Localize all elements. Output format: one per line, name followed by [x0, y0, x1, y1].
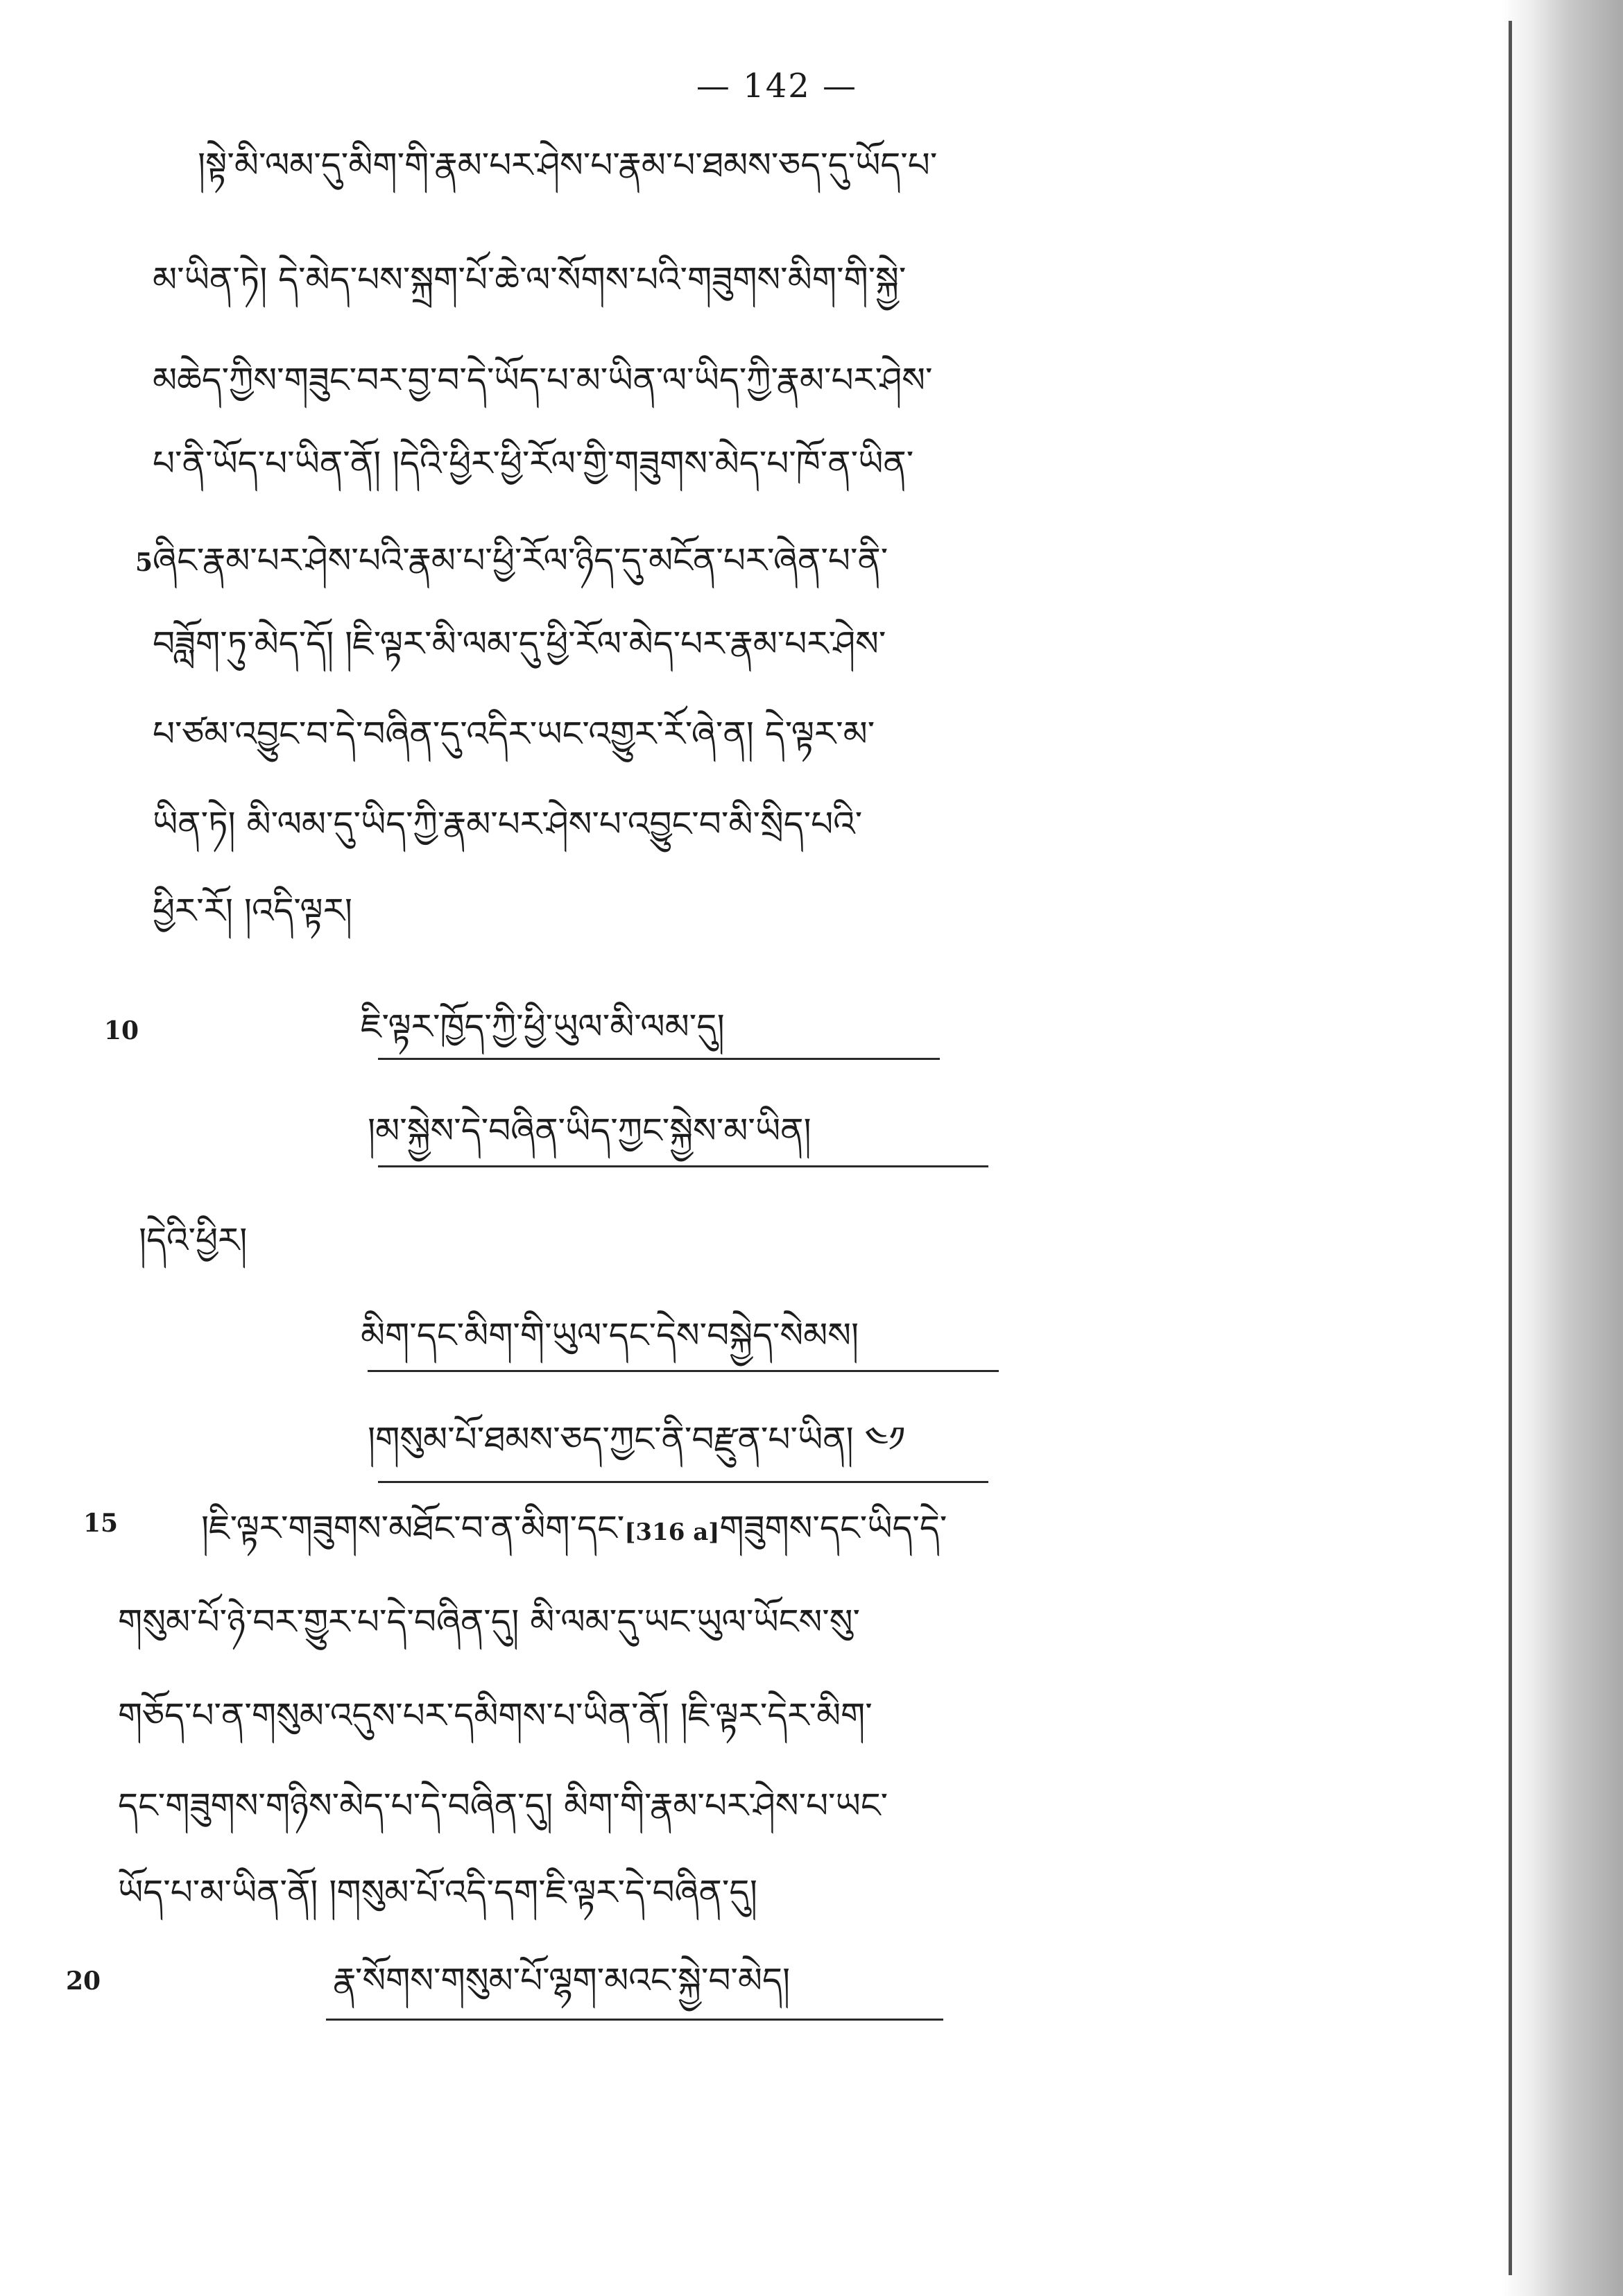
text-line: པ་ཙམ་འབྱུང་བ་དེ་བཞིན་དུ་འདིར་ཡང་འགྱུར་རོ་ཞེ་ན། དེ་ལྟར་མ་: [153, 714, 875, 754]
verse-line: མིག་དང་མིག་གི་ཡུལ་དང་དེས་བསྐྱེད་སེམས།: [361, 1315, 859, 1355]
text-run: གཟུགས་དང་ཡིད་དེ་: [719, 1508, 947, 1548]
verse-number: ༤༡: [864, 1419, 906, 1459]
text-line: དང་གཟུགས་གཉིས་མེད་པ་དེ་བཞིན་དུ། མིག་གི་རྣམ་པར་ཤེས་པ་ཡང་: [118, 1785, 888, 1826]
text-line: ཡིན་ཏེ། མི་ལམ་དུ་ཡིད་ཀྱི་རྣམ་པར་ཤེས་པ་འབྱུང་བ་མི་སྲིད་པའི་: [153, 804, 863, 844]
verse-line: [368, 1408, 905, 1471]
connector-text: །དེའི་ཕྱིར།: [139, 1220, 248, 1260]
text-run: །ཇི་ལྟར་གཟུགས་མཐོང་བ་ན་མིག་དང་: [201, 1508, 625, 1548]
line-number: 20: [66, 1967, 101, 1996]
line-number: 15: [83, 1509, 119, 1538]
page-edge: [1509, 21, 1512, 2275]
verse-underline: [326, 2019, 943, 2021]
text-line: ཕྱིར་རོ། །འདི་ལྟར།: [153, 891, 352, 931]
text-line: ཡོད་པ་མ་ཡིན་ནོ། །གསུམ་པོ་འདི་དག་ཇི་ལྟར་དེ་བཞིན་དུ།: [118, 1872, 757, 1912]
verse-underline: [378, 1058, 940, 1060]
verse-line: རྣ་སོགས་གསུམ་པོ་ལྷག་མའང་སྐྱེ་བ་མེད།: [333, 1960, 791, 2001]
page-number: — 142 —: [696, 67, 858, 105]
folio-marker: [316 a]: [624, 1518, 720, 1546]
verse-underline: [368, 1370, 999, 1372]
verse-line: ཇི་ལྟར་ཁྱོད་ཀྱི་ཕྱི་ཡུལ་མི་ལམ་དུ།: [361, 1006, 725, 1047]
verse-line: །མ་སྐྱེས་དེ་བཞིན་ཡིད་ཀྱང་སྐྱེས་མ་ཡིན།: [368, 1111, 812, 1151]
verse-text: །གསུམ་པོ་ཐམས་ཅད་ཀྱང་ནི་བརྫུན་པ་ཡིན།: [368, 1419, 854, 1459]
text-line: ཞིང་རྣམ་པར་ཤེས་པའི་རྣམ་པ་ཕྱི་རོལ་ཉིད་དུ་མངོན་པར་ཞེན་པ་ནི་: [153, 540, 888, 581]
text-line: གཅོད་པ་ན་གསུམ་འདུས་པར་དམིགས་པ་ཡིན་ནོ། །ཇི་ལྟར་དེར་མིག་: [118, 1695, 873, 1736]
text-line: པ་ནི་ཡོད་པ་ཡིན་ནོ། །དེའི་ཕྱིར་ཕྱི་རོལ་གྱི་གཟུགས་མེད་པ་ཁོ་ན་ཡིན་: [153, 443, 914, 483]
text-line: །སྟེ་མི་ལམ་དུ་མིག་གི་རྣམ་པར་ཤེས་པ་རྣམ་པ་ཐམས་ཅད་དུ་ཡོད་པ་: [198, 145, 938, 185]
line-number: 10: [104, 1016, 139, 1045]
text-line: [201, 1495, 1450, 1566]
text-line: མཆེད་ཀྱིས་གཟུང་བར་བྱ་བ་དེ་ཡོད་པ་མ་ཡིན་ལ་ཡིད་ཀྱི་རྣམ་པར་ཤེས་: [153, 360, 933, 400]
text-line: མ་ཡིན་ཏེ། དེ་མེད་པས་སྐྲག་པོ་ཆེ་ལ་སོགས་པའི་གཟུགས་མིག་གི་སྐྱེ་: [153, 259, 907, 300]
text-line: བཟློག་ཏུ་མེད་དོ། །ཇི་ལྟར་མི་ལམ་དུ་ཕྱི་རོལ་མེད་པར་རྣམ་པར་ཤེས་: [153, 624, 886, 664]
verse-underline: [378, 1481, 988, 1483]
page-gutter-shadow: [1502, 0, 1623, 2296]
verse-underline: [378, 1165, 988, 1167]
line-number: 5: [135, 548, 153, 577]
text-line: གསུམ་པོ་ཉེ་བར་གྱུར་པ་དེ་བཞིན་དུ། མི་ལམ་དུ་ཡང་ཡུལ་ཡོངས་སུ་: [118, 1602, 860, 1642]
